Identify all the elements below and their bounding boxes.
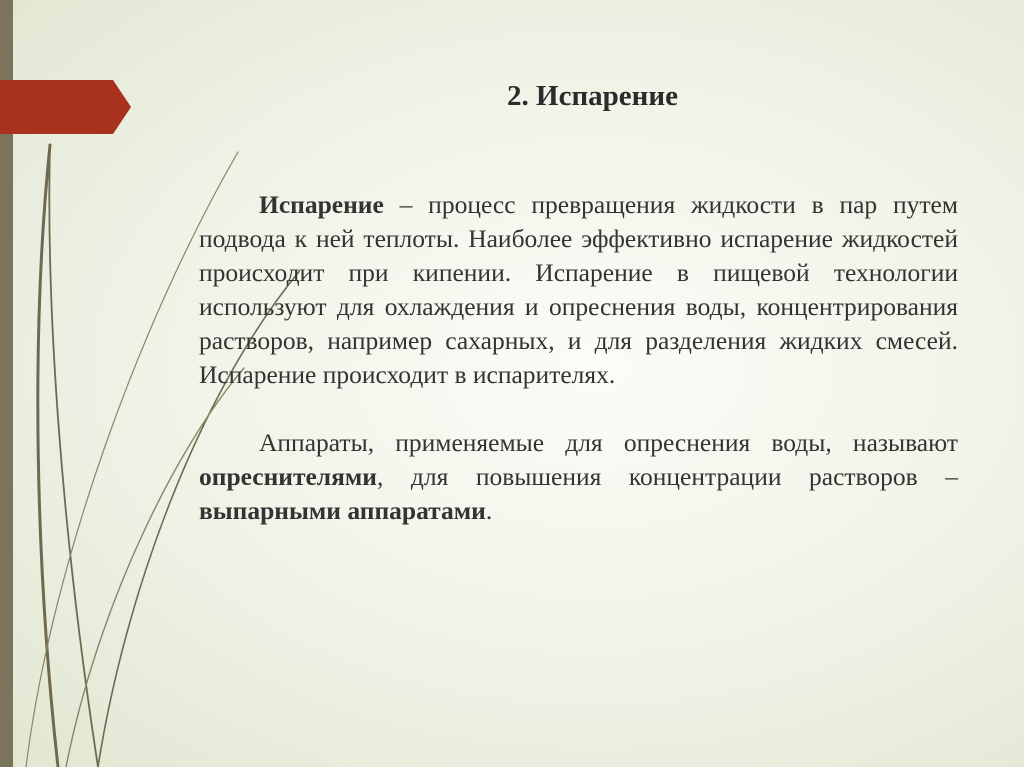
term-desalinators: опреснителями [199,462,377,491]
definition-text: – процесс превращения жидкости в пар путем подвода к ней теплоты. Наиболее эффективно испарение жидкостей происходит при кипении. Испарение в пищевой технологии используют для охлаждения и опреснения воды, концентрирования растворов, например сахарных, и для разделения жидких смесей. Испарение происходит в испарителях. [199,190,958,389]
slide-title: 2. Испарение [507,80,678,112]
apparatus-paragraph [199,426,958,528]
apparatus-text-after: . [485,496,493,525]
definition-paragraph [199,188,958,392]
term-evaporation: Испарение [259,190,384,219]
apparatus-text-middle: , для повышения концентрации растворов – [376,462,958,491]
apparatus-text-before: Аппараты, применяемые для опреснения воды, называют [259,428,958,457]
term-evaporators: выпарными аппаратами [199,496,486,525]
slide-body [199,188,958,528]
